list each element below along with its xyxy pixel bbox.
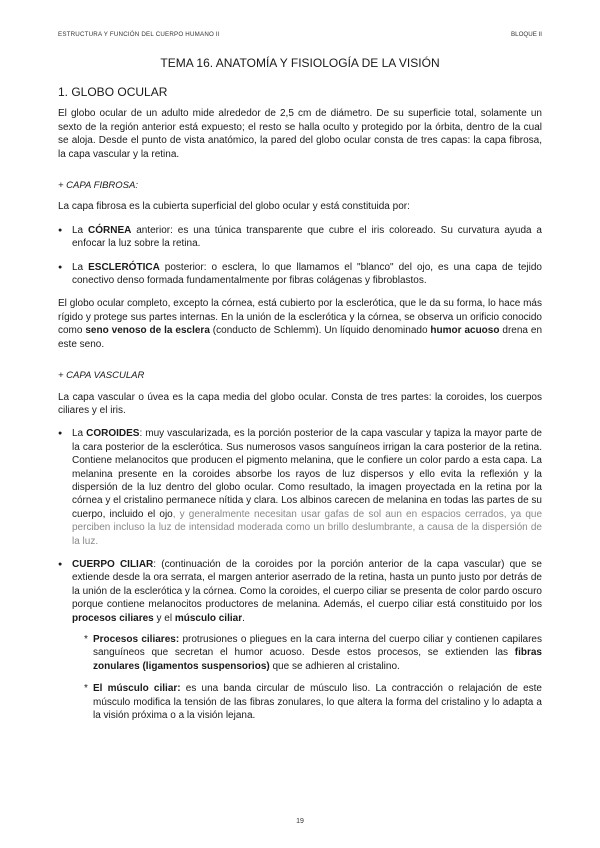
term-procesos-ciliares: procesos ciliares bbox=[72, 612, 154, 624]
running-header-course: ESTRUCTURA Y FUNCIÓN DEL CUERPO HUMANO II bbox=[58, 31, 220, 38]
term-esclerotica: ESCLERÓTICA bbox=[88, 261, 160, 273]
intro-paragraph: El globo ocular de un adulto mide alrededor de 2,5 cm de diámetro. De su superficie total, solamente un sexto de la región anterior está expuesto; el resto se halla oculto y protegido por la órbita, dentro de la cual se aloja. Desde el punto de vista anatómico, la pared del globo ocular consta de tres capas: la capa fibrosa, la capa vascular y la retina. bbox=[58, 108, 542, 160]
esclerotica-paragraph: El globo ocular completo, excepto la córnea, está cubierto por la esclerótica, que le da su forma, lo hace más rígido y protege sus partes internas. En la unión de la esclerótica y la córnea, se observa un orificio conocido como seno venoso de la esclera (conducto de Schlemm). Un líquido denominado humor acuoso drena en este seno. bbox=[58, 298, 542, 350]
capa-fibrosa-list bbox=[58, 224, 542, 288]
subitem-musculo-ciliar: * El músculo ciliar: es una banda circular de músculo liso. La contracción o relajación de este músculo modifica la tensión de las fibras zonulares, lo que altera la forma del cristalino y lo adapta a la visión próxima o a la visión lejana. bbox=[84, 683, 542, 722]
term-cornea: CÓRNEA bbox=[88, 224, 132, 236]
subitem-procesos-ciliares: * Procesos ciliares: protrusiones o pliegues en la cara interna del cuerpo ciliar y contienen capilares sanguíneos que secretan el humor acuoso. Desde estos procesos, se extienden las fibras zonulares (ligamentos suspensorios) que se adhieren al cristalino. bbox=[84, 634, 542, 672]
page-number: 19 bbox=[296, 818, 304, 825]
subsection-heading-capa-fibrosa: + CAPA FIBROSA: bbox=[58, 180, 138, 192]
cuerpo-ciliar-sublist bbox=[72, 633, 542, 722]
term-fibras-zonulares: fibras zonulares (ligamentos suspensorios) bbox=[93, 647, 542, 672]
faded-text: , y generalmente necesitan usar gafas de sol aun en espacios cerrados, ya que perciben incluso la luz de intensidad moderada como un brillo deslumbrante, a causa de la dispersión de la luz. bbox=[72, 508, 543, 547]
term-coroides: COROIDES bbox=[86, 428, 140, 440]
running-header-block: BLOQUE II bbox=[511, 31, 542, 38]
list-item-cuerpo-ciliar: ● CUERPO CILIAR: (continuación de la coroides por la porción anterior de la capa vascular) que se extiende desde la ora serrata, el margen anterior aserrado de la retina, hasta un punto justo por detrás de la unión de la esclerótica y la córnea. Como la coroides, el cuerpo ciliar se presenta de color pardo oscuro porque contiene melanocitos productores de melanina. Además, el cuerpo ciliar está constituido por los procesos ciliares y el músculo ciliar. * Procesos ciliares: protrusiones o pliegues en la cara interna del cuerpo ciliar y contienen capilares sanguíneos que secretan el humor acuoso. Desde estos procesos, se extienden las fibras zonulares (ligamentos suspensorios) que se adhieren al cristalino. * El músculo ciliar: es una banda circular de músculo liso. La contracción o relajación de este músculo modifica la tensión de las fibras zonulares, lo que altera la forma del cristalino y lo adapta a la visión próxima o a la visión lejana. bbox=[58, 558, 542, 722]
list-item-esclerotica: ● La ESCLERÓTICA posterior: o esclera, lo que llamamos el "blanco" del ojo, es una capa de tejido conectivo denso formada fundamentalmente por fibras colágenas y fibroblastos. bbox=[58, 261, 542, 288]
content-body bbox=[58, 86, 542, 731]
capa-vascular-list bbox=[58, 427, 542, 722]
capa-vascular-intro: La capa vascular o úvea es la capa media del globo ocular. Consta de tres partes: la coroides, los cuerpos ciliares y el iris. bbox=[58, 391, 542, 416]
term-musculo-ciliar: músculo ciliar bbox=[174, 612, 243, 624]
page-title: TEMA 16. ANATOMÍA Y FISIOLOGÍA DE LA VISIÓN bbox=[160, 56, 440, 70]
term-cuerpo-ciliar: CUERPO CILIAR bbox=[72, 558, 154, 570]
list-item-cornea: ● La CÓRNEA anterior: es una túnica transparente que cubre el iris coloreado. Su curvatura ayuda a enfocar la luz sobre la retina. bbox=[58, 224, 542, 251]
term-seno-venoso: seno venoso de la esclera bbox=[85, 325, 210, 337]
subsection-heading-capa-vascular: + CAPA VASCULAR bbox=[58, 370, 145, 382]
term-humor-acuoso: humor acuoso bbox=[430, 325, 500, 337]
list-item-coroides: ● La COROIDES: muy vascularizada, es la porción posterior de la capa vascular y tapiza la mayor parte de la cara posterior de la esclerótica. Sus numerosos vasos sanguíneos irrigan la cara posterior de la retina. Contiene melanocitos que producen el pigmento melanina, que le confiere un color pardo a esta capa. La melanina presente en la coroides absorbe los rayos de luz dispersos y ello evita la reflexión y la dispersión de la luz dentro del globo ocular. Como resultado, la imagen proyectada en la retina por la córnea y el cristalino permanece nítida y clara. Los albinos carecen de melanina en todas las partes de su cuerpo, incluido el ojo, y generalmente necesitan usar gafas de sol aun en espacios cerrados, ya que perciben incluso la luz de intensidad moderada como un brillo deslumbrante, a causa de la dispersión de la luz. bbox=[58, 427, 542, 548]
capa-fibrosa-intro: La capa fibrosa es la cubierta superficial del globo ocular y está constituida por: bbox=[58, 201, 410, 213]
section-heading-globo-ocular: 1. GLOBO OCULAR bbox=[58, 85, 168, 99]
asterisk-marker: * bbox=[84, 634, 88, 645]
asterisk-marker: * bbox=[84, 683, 88, 695]
